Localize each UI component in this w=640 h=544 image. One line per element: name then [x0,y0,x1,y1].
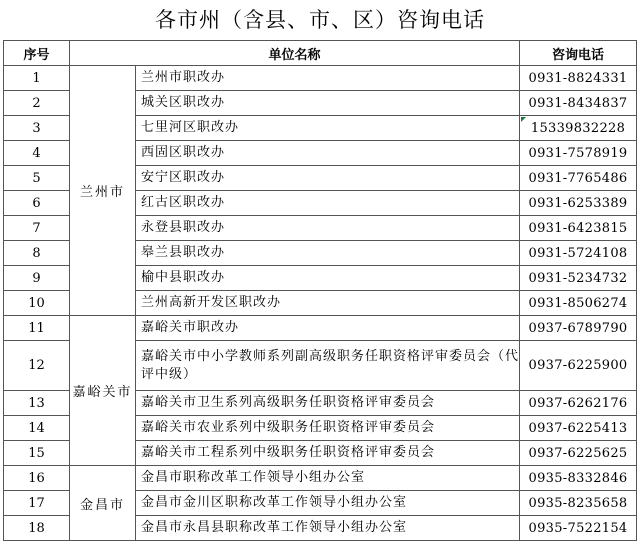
phone-number [520,216,637,241]
row-index: 8 [4,241,70,266]
phone-text: 0931-6253389 [528,195,628,211]
unit-name: 榆中县职改办 [136,266,520,291]
phone-text: 0931-8434837 [528,95,628,111]
phone-text: 0931-7765486 [528,170,628,186]
phone-number [520,241,637,266]
page-title: 各市州（含县、市、区）咨询电话 [155,8,485,32]
table-row [4,466,637,491]
row-index: 11 [4,316,70,341]
row-index: 9 [4,266,70,291]
phone-number [520,191,637,216]
row-index: 7 [4,216,70,241]
row-index: 1 [4,66,70,91]
header-index: 序号 [4,41,70,66]
phone-text: 0937-6225413 [528,420,628,436]
unit-name: 嘉峪关市职改办 [136,316,520,341]
phone-number [520,266,637,291]
phone-text: 0931-7578919 [528,145,628,161]
row-index: 16 [4,466,70,491]
unit-name: 嘉峪关市工程系列中级职务任职资格评审委员会 [136,441,520,466]
phone-text: 0935-8332846 [528,470,628,486]
phone-number [520,491,637,516]
row-index: 4 [4,141,70,166]
row-index: 12 [4,341,70,391]
table-row [4,66,637,91]
city-label: 兰州市 [79,185,125,200]
unit-name: 金昌市职称改革工作领导小组办公室 [136,466,520,491]
unit-name: 嘉峪关市卫生系列高级职务任职资格评审委员会 [136,391,520,416]
unit-name: 七里河区职改办 [136,116,520,141]
phone-number [520,516,637,541]
phone-number [520,441,637,466]
phone-text: 0931-5234732 [528,270,628,286]
table-row [4,316,637,341]
unit-name: 兰州高新开发区职改办 [136,291,520,316]
unit-name: 安宁区职改办 [136,166,520,191]
row-index: 15 [4,441,70,466]
phone-text: 0931-8824331 [528,70,628,86]
row-index: 2 [4,91,70,116]
city-label: 金昌市 [79,497,125,513]
phone-number [520,466,637,491]
contact-table [3,40,637,541]
phone-number [520,291,637,316]
row-index: 13 [4,391,70,416]
phone-number [520,316,637,341]
row-index: 3 [4,116,70,141]
phone-text: 0937-6789790 [528,320,628,336]
unit-name: 兰州市职改办 [136,66,520,91]
row-index: 10 [4,291,70,316]
unit-name: 嘉峪关市农业系列中级职务任职资格评审委员会 [136,416,520,441]
row-index: 18 [4,516,70,541]
unit-name: 金昌市永昌县职称改革工作领导小组办公室 [136,516,520,541]
phone-number [520,91,637,116]
phone-number [520,416,637,441]
unit-name: 金昌市金川区职称改革工作领导小组办公室 [136,491,520,516]
phone-number [520,66,637,91]
phone-text: 0937-6262176 [528,395,628,411]
table-body [4,66,637,541]
unit-name: 嘉峪关市中小学教师系列副高级职务任职资格评审委员会（代评中级） [136,341,520,391]
phone-text: 0937-6225625 [528,445,628,461]
phone-number [520,141,637,166]
header-unit: 单位名称 [70,41,520,66]
phone-text: 0935-7522154 [528,520,628,536]
header-row [4,41,637,66]
city-cell [70,66,136,316]
header-phone: 咨询电话 [520,41,637,66]
phone-number [520,391,637,416]
phone-text: 0937-6225900 [528,358,628,373]
city-cell [70,466,136,541]
city-cell [70,316,136,466]
city-label: 嘉峪关市 [72,385,133,400]
phone-text: 15339832228 [530,120,626,136]
cell-comment-marker [521,117,526,122]
phone-number [520,116,637,141]
phone-number [520,166,637,191]
row-index: 5 [4,166,70,191]
unit-name: 永登县职改办 [136,216,520,241]
phone-text: 0931-8506274 [528,295,628,311]
unit-name: 红古区职改办 [136,191,520,216]
row-index: 17 [4,491,70,516]
row-index: 14 [4,416,70,441]
unit-name: 城关区职改办 [136,91,520,116]
unit-name: 皋兰县职改办 [136,241,520,266]
row-index: 6 [4,191,70,216]
phone-number [520,341,637,391]
unit-name: 西固区职改办 [136,141,520,166]
phone-text: 0935-8235658 [528,495,628,511]
phone-text: 0931-5724108 [528,245,628,261]
phone-text: 0931-6423815 [528,220,628,236]
